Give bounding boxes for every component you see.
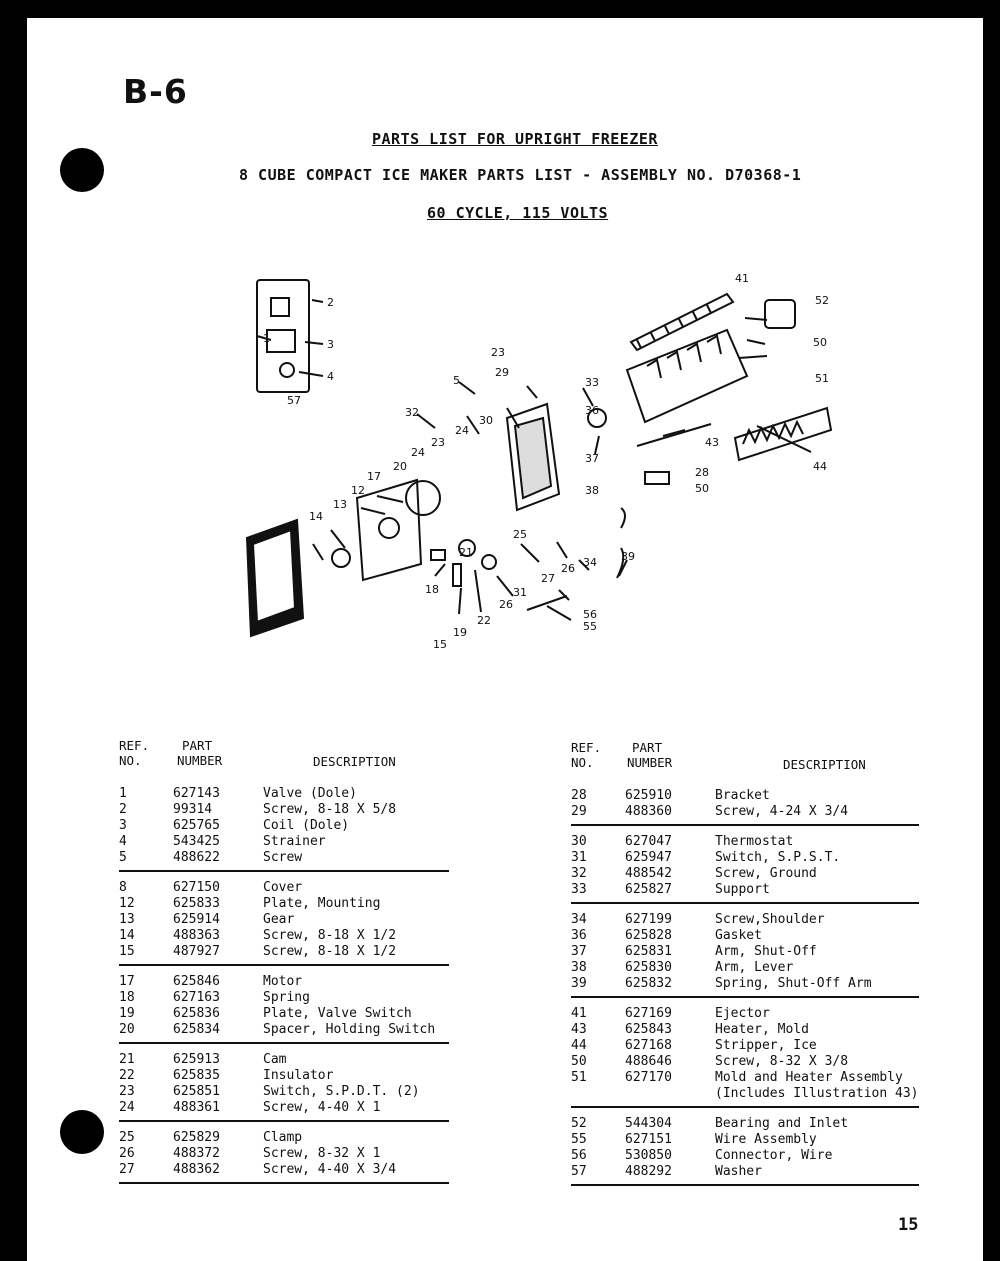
part-number: 625765 bbox=[173, 818, 220, 833]
diagram-callout: 13 bbox=[333, 498, 347, 511]
diagram-callout: 12 bbox=[351, 484, 365, 497]
part-number: 487927 bbox=[173, 944, 220, 959]
diagram-callout: 37 bbox=[585, 452, 599, 465]
table-row bbox=[571, 1038, 919, 1054]
table-row bbox=[571, 850, 919, 866]
diagram-callout: 41 bbox=[735, 272, 749, 285]
diagram-callout: 21 bbox=[459, 546, 473, 559]
table-row bbox=[119, 1084, 449, 1100]
part-number: 625947 bbox=[625, 850, 672, 865]
ref-no: 8 bbox=[119, 880, 127, 895]
part-number: 627199 bbox=[625, 912, 672, 927]
group-divider bbox=[119, 1042, 449, 1044]
description: Strainer bbox=[263, 834, 326, 849]
part-number: 488542 bbox=[625, 866, 672, 881]
diagram-callout: 30 bbox=[479, 414, 493, 427]
description: Screw, 4-40 X 3/4 bbox=[263, 1162, 397, 1177]
ref-no: 13 bbox=[119, 912, 135, 927]
ref-no: 17 bbox=[119, 974, 135, 989]
diagram-callout: 38 bbox=[585, 484, 599, 497]
ref-no: 50 bbox=[571, 1054, 587, 1069]
page-number: 15 bbox=[898, 1215, 919, 1235]
diagram-callout: 51 bbox=[815, 372, 829, 385]
table-row bbox=[571, 1086, 919, 1102]
table-row bbox=[119, 818, 449, 834]
diagram-callout: 4 bbox=[327, 370, 334, 383]
group-divider bbox=[119, 964, 449, 966]
part-number: 488646 bbox=[625, 1054, 672, 1069]
part-number: 543425 bbox=[173, 834, 220, 849]
part-number: 627163 bbox=[173, 990, 220, 1005]
binder-hole bbox=[60, 1110, 104, 1154]
diagram-callout: 24 bbox=[411, 446, 425, 459]
diagram-callout: 23 bbox=[491, 346, 505, 359]
part-number: 627170 bbox=[625, 1070, 672, 1085]
table-row bbox=[119, 1006, 449, 1022]
part-number: 625843 bbox=[625, 1022, 672, 1037]
ref-no: 38 bbox=[571, 960, 587, 975]
description: Spacer, Holding Switch bbox=[263, 1022, 436, 1037]
part-number: 625910 bbox=[625, 788, 672, 803]
table-row bbox=[571, 1006, 919, 1022]
description: Bracket bbox=[715, 788, 770, 803]
part-number: 99314 bbox=[173, 802, 213, 817]
ref-no: 26 bbox=[119, 1146, 135, 1161]
ref-no: 18 bbox=[119, 990, 135, 1005]
diagram-callout: 43 bbox=[705, 436, 719, 449]
table-row bbox=[571, 976, 919, 992]
part-number: 488363 bbox=[173, 928, 220, 943]
group-divider bbox=[571, 1184, 919, 1186]
description: Stripper, Ice bbox=[715, 1038, 817, 1053]
table-row bbox=[119, 1100, 449, 1116]
table-row bbox=[119, 896, 449, 912]
diagram-callout: 44 bbox=[813, 460, 827, 473]
ref-no: 32 bbox=[571, 866, 587, 881]
table-row bbox=[571, 804, 919, 820]
table-row bbox=[119, 944, 449, 960]
table-row bbox=[119, 834, 449, 850]
assembly-title: 8 CUBE COMPACT ICE MAKER PARTS LIST - ASSEMBLY NO. D70368-1 bbox=[239, 166, 802, 184]
ref-no: 21 bbox=[119, 1052, 135, 1067]
description: Screw,Shoulder bbox=[715, 912, 825, 927]
table-row bbox=[571, 912, 919, 928]
description: Plate, Valve Switch bbox=[263, 1006, 412, 1021]
group-divider bbox=[571, 902, 919, 904]
table-row bbox=[571, 1070, 919, 1086]
description: Screw, Ground bbox=[715, 866, 817, 881]
ref-no: 43 bbox=[571, 1022, 587, 1037]
ref-no: 28 bbox=[571, 788, 587, 803]
diagram-callout: 8 bbox=[289, 522, 296, 535]
description: Spring bbox=[263, 990, 310, 1005]
ref-no-header: REF. NO. bbox=[571, 740, 602, 770]
description: Screw, 4-24 X 3/4 bbox=[715, 804, 849, 819]
part-number: 625834 bbox=[173, 1022, 220, 1037]
ref-no: 57 bbox=[571, 1164, 587, 1179]
part-number: 625835 bbox=[173, 1068, 220, 1083]
description: Spring, Shut-Off Arm bbox=[715, 976, 872, 991]
part-number: 625828 bbox=[625, 928, 672, 943]
description: Screw, 4-40 X 1 bbox=[263, 1100, 381, 1115]
description: Wire Assembly bbox=[715, 1132, 817, 1147]
table-row bbox=[119, 850, 449, 866]
diagram-callout: 31 bbox=[513, 586, 527, 599]
description: (Includes Illustration 43) bbox=[715, 1086, 919, 1101]
ref-no: 30 bbox=[571, 834, 587, 849]
table-row bbox=[571, 788, 919, 804]
electrical-spec: 60 CYCLE, 115 VOLTS bbox=[427, 204, 609, 222]
diagram-callout: 22 bbox=[477, 614, 491, 627]
diagram-callout: 23 bbox=[431, 436, 445, 449]
ref-no: 5 bbox=[119, 850, 127, 865]
ref-no: 14 bbox=[119, 928, 135, 943]
description: Screw, 8-18 X 1/2 bbox=[263, 928, 397, 943]
part-number: 627150 bbox=[173, 880, 220, 895]
part-number: 488361 bbox=[173, 1100, 220, 1115]
table-row bbox=[119, 974, 449, 990]
description: Ejector bbox=[715, 1006, 770, 1021]
diagram-callout: 52 bbox=[815, 294, 829, 307]
part-number: 625829 bbox=[173, 1130, 220, 1145]
description: Motor bbox=[263, 974, 303, 989]
table-row bbox=[571, 1164, 919, 1180]
table-row bbox=[119, 1162, 449, 1178]
diagram-callout: 56 bbox=[583, 608, 597, 621]
description: Bearing and Inlet bbox=[715, 1116, 849, 1131]
part-number: 488360 bbox=[625, 804, 672, 819]
ref-no: 41 bbox=[571, 1006, 587, 1021]
table-row bbox=[119, 802, 449, 818]
description: Thermostat bbox=[715, 834, 794, 849]
diagram-callout: 28 bbox=[695, 466, 709, 479]
ref-no: 24 bbox=[119, 1100, 135, 1115]
diagram-callout: 34 bbox=[583, 556, 597, 569]
diagram-callout: 2 bbox=[327, 296, 334, 309]
ref-no: 1 bbox=[119, 786, 127, 801]
ref-no: 27 bbox=[119, 1162, 135, 1177]
diagram-callout: 1 bbox=[263, 332, 270, 345]
description: Connector, Wire bbox=[715, 1148, 833, 1163]
group-divider bbox=[119, 870, 449, 872]
table-row bbox=[119, 1130, 449, 1146]
table-row bbox=[571, 1116, 919, 1132]
table-row bbox=[571, 944, 919, 960]
description: Gasket bbox=[715, 928, 762, 943]
part-number: 625833 bbox=[173, 896, 220, 911]
diagram-callout: 25 bbox=[513, 528, 527, 541]
part-number: 625827 bbox=[625, 882, 672, 897]
exploded-diagram bbox=[227, 258, 847, 648]
part-number: 625830 bbox=[625, 960, 672, 975]
part-number-header: PART NUMBER bbox=[627, 740, 673, 770]
ref-no: 36 bbox=[571, 928, 587, 943]
group-divider bbox=[571, 996, 919, 998]
ref-no: 56 bbox=[571, 1148, 587, 1163]
table-row bbox=[119, 990, 449, 1006]
diagram-callout: 15 bbox=[433, 638, 447, 648]
description: Screw, 8-18 X 5/8 bbox=[263, 802, 397, 817]
ref-no: 15 bbox=[119, 944, 135, 959]
part-number: 625914 bbox=[173, 912, 220, 927]
description: Washer bbox=[715, 1164, 762, 1179]
ref-no: 55 bbox=[571, 1132, 587, 1147]
table-row bbox=[119, 1146, 449, 1162]
description: Arm, Lever bbox=[715, 960, 794, 975]
description: Coil (Dole) bbox=[263, 818, 350, 833]
group-divider bbox=[571, 824, 919, 826]
table-row bbox=[571, 834, 919, 850]
diagram-callout: 29 bbox=[495, 366, 509, 379]
parts-list-page bbox=[24, 18, 983, 1261]
part-number: 488372 bbox=[173, 1146, 220, 1161]
table-row bbox=[119, 1068, 449, 1084]
description: Cover bbox=[263, 880, 303, 895]
part-number: 627151 bbox=[625, 1132, 672, 1147]
part-number: 488292 bbox=[625, 1164, 672, 1179]
description: Heater, Mold bbox=[715, 1022, 809, 1037]
part-number: 530850 bbox=[625, 1148, 672, 1163]
diagram-callout: 19 bbox=[453, 626, 467, 639]
part-number: 625846 bbox=[173, 974, 220, 989]
description-header: DESCRIPTION bbox=[783, 757, 866, 772]
description-header: DESCRIPTION bbox=[313, 754, 396, 769]
diagram-callout: 32 bbox=[405, 406, 419, 419]
page-label: B-6 bbox=[123, 72, 188, 111]
description: Valve (Dole) bbox=[263, 786, 357, 801]
diagram-callout: 57 bbox=[287, 394, 301, 407]
ref-no: 22 bbox=[119, 1068, 135, 1083]
ref-no: 52 bbox=[571, 1116, 587, 1131]
diagram-callout: 14 bbox=[309, 510, 323, 523]
diagram-callout: 39 bbox=[621, 550, 635, 563]
group-divider bbox=[571, 1106, 919, 1108]
table-row bbox=[119, 1052, 449, 1068]
table-row bbox=[571, 1148, 919, 1164]
description: Mold and Heater Assembly bbox=[715, 1070, 903, 1085]
ref-no: 34 bbox=[571, 912, 587, 927]
table-row bbox=[571, 1022, 919, 1038]
ref-no: 25 bbox=[119, 1130, 135, 1145]
description: Screw, 8-32 X 3/8 bbox=[715, 1054, 849, 1069]
diagram-callout: 55 bbox=[583, 620, 597, 633]
part-number: 488362 bbox=[173, 1162, 220, 1177]
diagram-callout: 33 bbox=[585, 376, 599, 389]
diagram-callout: 17 bbox=[367, 470, 381, 483]
group-divider bbox=[119, 1182, 449, 1184]
diagram-callout: 5 bbox=[453, 374, 460, 387]
part-number: 625832 bbox=[625, 976, 672, 991]
description: Insulator bbox=[263, 1068, 334, 1083]
part-number: 625851 bbox=[173, 1084, 220, 1099]
description: Support bbox=[715, 882, 770, 897]
diagram-callout: 20 bbox=[393, 460, 407, 473]
table-row bbox=[119, 928, 449, 944]
description: Plate, Mounting bbox=[263, 896, 381, 911]
ref-no: 20 bbox=[119, 1022, 135, 1037]
description: Screw bbox=[263, 850, 303, 865]
description: Switch, S.P.D.T. (2) bbox=[263, 1084, 420, 1099]
description: Screw, 8-32 X 1 bbox=[263, 1146, 381, 1161]
part-number: 627143 bbox=[173, 786, 220, 801]
table-row bbox=[571, 882, 919, 898]
table-row bbox=[119, 912, 449, 928]
ref-no: 31 bbox=[571, 850, 587, 865]
table-row bbox=[119, 786, 449, 802]
ref-no: 37 bbox=[571, 944, 587, 959]
table-row bbox=[571, 1054, 919, 1070]
part-number-header: PART NUMBER bbox=[177, 738, 223, 768]
table-row bbox=[571, 960, 919, 976]
description: Gear bbox=[263, 912, 295, 927]
binder-hole bbox=[60, 148, 104, 192]
part-number: 627169 bbox=[625, 1006, 672, 1021]
ref-no: 19 bbox=[119, 1006, 135, 1021]
diagram-callout: 3 bbox=[327, 338, 334, 351]
part-number: 544304 bbox=[625, 1116, 672, 1131]
description: Cam bbox=[263, 1052, 287, 1067]
diagram-callout: 24 bbox=[455, 424, 469, 437]
part-number: 627047 bbox=[625, 834, 672, 849]
ref-no: 4 bbox=[119, 834, 127, 849]
part-number: 627168 bbox=[625, 1038, 672, 1053]
diagram-callout: 26 bbox=[561, 562, 575, 575]
description: Screw, 8-18 X 1/2 bbox=[263, 944, 397, 959]
table-row bbox=[119, 1022, 449, 1038]
ref-no: 23 bbox=[119, 1084, 135, 1099]
ref-no: 2 bbox=[119, 802, 127, 817]
part-number: 625913 bbox=[173, 1052, 220, 1067]
part-number: 625836 bbox=[173, 1006, 220, 1021]
ref-no: 44 bbox=[571, 1038, 587, 1053]
ref-no: 39 bbox=[571, 976, 587, 991]
part-number: 625831 bbox=[625, 944, 672, 959]
ref-no-header: REF. NO. bbox=[119, 738, 150, 768]
ref-no: 33 bbox=[571, 882, 587, 897]
description: Arm, Shut-Off bbox=[715, 944, 817, 959]
diagram-callout: 26 bbox=[499, 598, 513, 611]
diagram-callout: 36 bbox=[585, 404, 599, 417]
diagram-callout: 27 bbox=[541, 572, 555, 585]
ref-no: 3 bbox=[119, 818, 127, 833]
ref-no: 12 bbox=[119, 896, 135, 911]
table-row bbox=[119, 880, 449, 896]
table-row bbox=[571, 866, 919, 882]
group-divider bbox=[119, 1120, 449, 1122]
diagram-callout: 18 bbox=[425, 583, 439, 596]
table-row bbox=[571, 1132, 919, 1148]
part-number: 488622 bbox=[173, 850, 220, 865]
ref-no: 51 bbox=[571, 1070, 587, 1085]
page-title: PARTS LIST FOR UPRIGHT FREEZER bbox=[372, 130, 658, 148]
diagram-callout: 50 bbox=[695, 482, 709, 495]
diagram-callout: 50 bbox=[813, 336, 827, 349]
ref-no: 29 bbox=[571, 804, 587, 819]
description: Clamp bbox=[263, 1130, 303, 1145]
table-row bbox=[571, 928, 919, 944]
description: Switch, S.P.S.T. bbox=[715, 850, 841, 865]
